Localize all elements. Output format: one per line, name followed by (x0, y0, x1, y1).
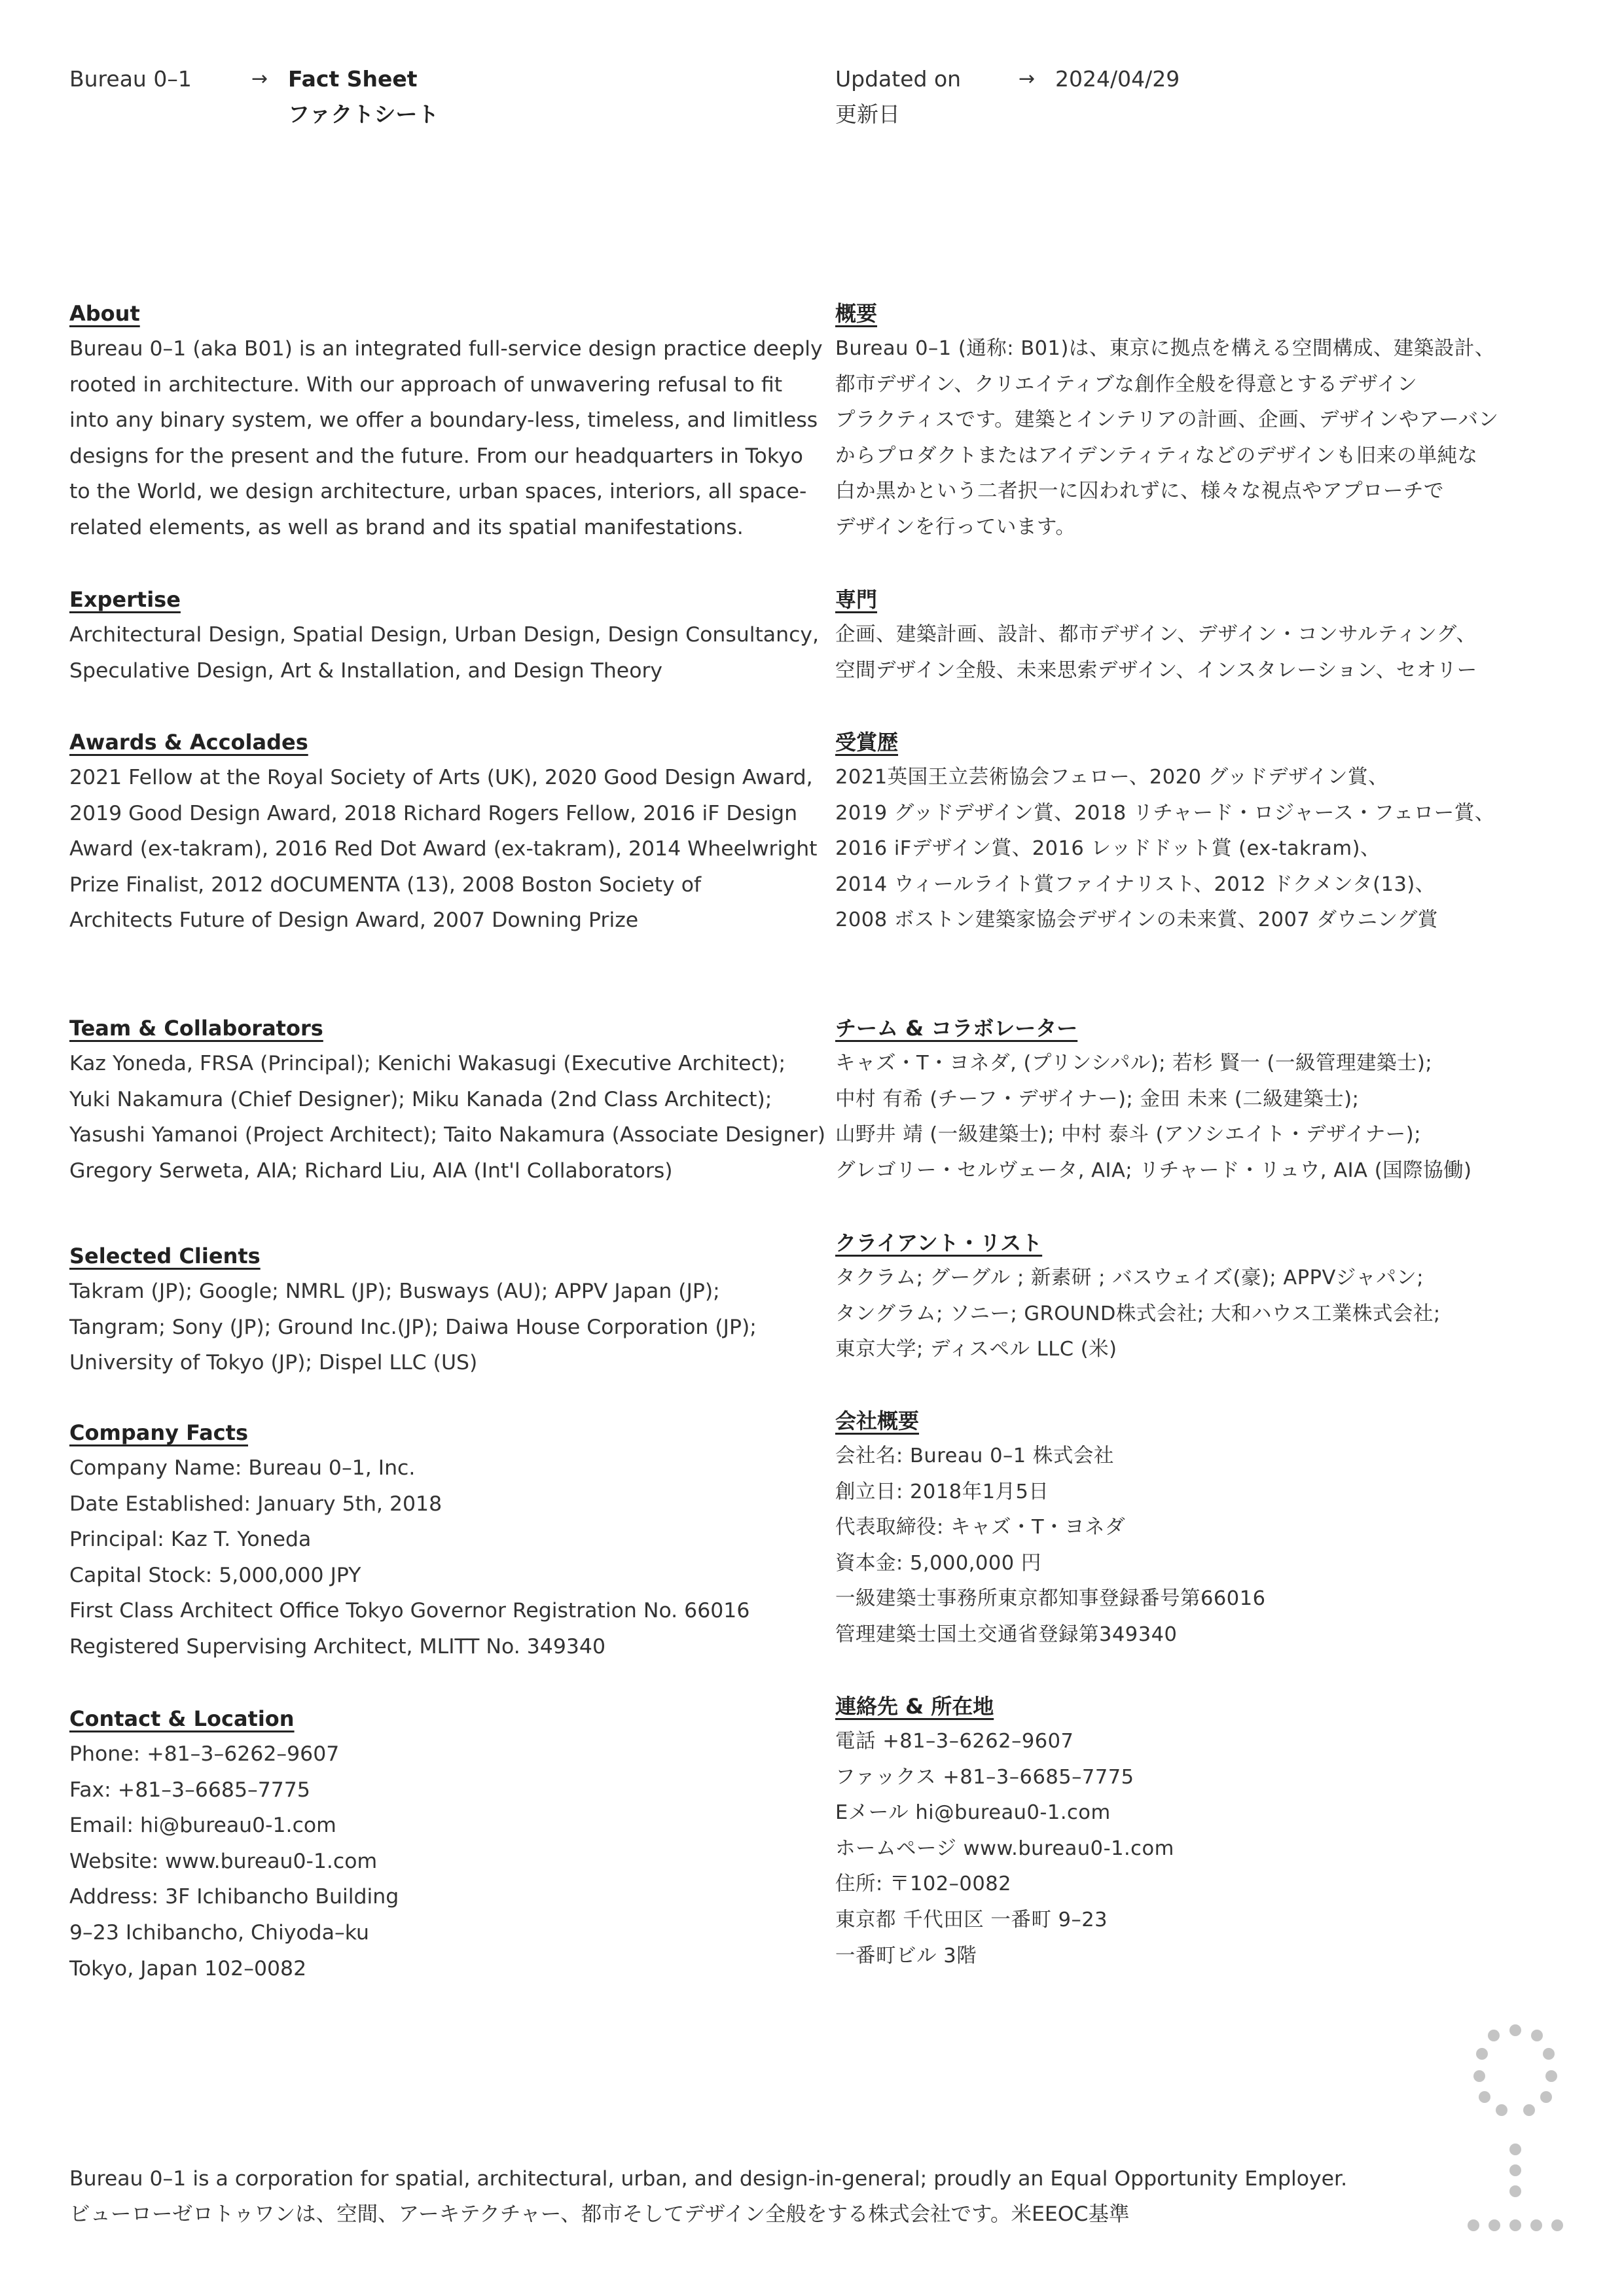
section-title: Team & Collaborators (69, 1016, 323, 1041)
section-line: Company Name: Bureau 0–1, Inc. (69, 1456, 416, 1480)
section-line: Speculative Design, Art & Installation, and Design Theory (69, 658, 663, 683)
section-line: Gregory Serweta, AIA; Richard Liu, AIA (Int'l Collaborators) (69, 1158, 673, 1183)
fax-text: ファックス +81–3–6685–7775 (835, 1765, 1134, 1789)
section-line: 東京大学; ディスペル LLC (米) (835, 1338, 1117, 1361)
section-line: 2019 グッドデザイン賞、2018 リチャード・ロジャース・フェロー賞、 (835, 801, 1495, 825)
section-title: 受賞歴 (835, 730, 899, 755)
website-text: ホームページ www.bureau0-1.com (835, 1837, 1174, 1860)
section-title: Awards & Accolades (69, 730, 308, 755)
section-line: Prize Finalist, 2012 dOCUMENTA (13), 2008 Boston Society of (69, 872, 702, 897)
section-line: Yasushi Yamanoi (Project Architect); Taito Nakamura (Associate Designer) (69, 1123, 826, 1147)
arrow-icon: → (1019, 67, 1036, 90)
section-line: Architects Future of Design Award, 2007 Downing Prize (69, 908, 639, 933)
phone-text: Phone: +81–3–6262–9607 (69, 1742, 340, 1766)
section-line: Award (ex-takram), 2016 Red Dot Award (ex-takram), 2014 Wheelwright (69, 837, 818, 861)
footer-statement-ja: ビューローゼロトゥワンは、空間、アーキテクチャー、都市そしてデザイン全般をする株式会社です。米EEOC基準 (69, 2202, 1130, 2226)
updated-date: 2024/04/29 (1055, 66, 1180, 92)
address-line: 住所: 〒102–0082 (835, 1873, 1012, 1896)
section-line: rooted in architecture. With our approach of unwavering refusal to fit (69, 372, 783, 397)
doc-title-en: Fact Sheet (288, 66, 418, 92)
section-title: クライアント・リスト (835, 1230, 1043, 1255)
section-line: 2014 ウィールライト賞ファイナリスト、2012 ドクメンタ(13)、 (835, 872, 1435, 896)
address-line: Tokyo, Japan 102–0082 (69, 1956, 307, 1981)
updated-label-en: Updated on (835, 66, 962, 92)
section-line: 中村 有希 (チーフ・デザイナー); 金田 未来 (二級建築士); (835, 1087, 1360, 1111)
email-text: Email: hi@bureau0-1.com (69, 1814, 336, 1838)
website-text: Website: www.bureau0-1.com (69, 1849, 378, 1873)
section-line: into any binary system, we offer a boundary-less, timeless, and limitless (69, 408, 818, 433)
section-title: 概要 (835, 301, 878, 326)
section-line: グレゴリー・セルヴェータ, AIA; リチャード・リュウ, AIA (国際協働) (835, 1158, 1472, 1182)
company-name: Bureau 0–1 (69, 66, 192, 92)
section-company-facts (69, 1415, 809, 1665)
section-line: 2021英国王立芸術協会フェロー、2020 グッドデザイン賞、 (835, 766, 1389, 789)
section-contact-ja (835, 1689, 1588, 1974)
section-title: Contact & Location (69, 1706, 295, 1731)
arrow-icon: → (251, 67, 268, 90)
section-line: Capital Stock: 5,000,000 JPY (69, 1563, 361, 1587)
section-line: キャズ・T・ヨネダ, (プリンシパル); 若杉 賢一 (一級管理建築士); (835, 1052, 1433, 1075)
section-title: About (69, 301, 140, 326)
phone-text: 電話 +81–3–6262–9607 (835, 1730, 1074, 1753)
section-expertise-ja (835, 582, 1588, 689)
address-line: 東京都 千代田区 一番町 9–23 (835, 1908, 1108, 1931)
section-line: Takram (JP); Google; NMRL (JP); Busways (AU); APPV Japan (JP); (69, 1280, 720, 1303)
section-line: 会社名: Bureau 0–1 株式会社 (835, 1444, 1114, 1467)
section-line: 2021 Fellow at the Royal Society of Arts (UK), 2020 Good Design Award, (69, 766, 813, 789)
section-expertise (69, 582, 820, 689)
section-title: Company Facts (69, 1420, 248, 1445)
section-about-ja (835, 296, 1588, 546)
section-line: 企画、建築計画、設計、都市デザイン、デザイン・コンサルティング、 (835, 623, 1477, 646)
section-line: Registered Supervising Architect, MLITT No. 349340 (69, 1634, 605, 1659)
section-line: 代表取締役: キャズ・T・ヨネダ (835, 1516, 1126, 1539)
section-title: チーム & コラボレーター (835, 1016, 1078, 1041)
section-line: 2016 iFデザイン賞、2016 レッドドット賞 (ex-takram)、 (835, 837, 1381, 861)
section-line: related elements, as well as brand and its spatial manifestations. (69, 515, 744, 539)
updated-label-ja: 更新日 (835, 101, 900, 127)
section-awards-ja (835, 725, 1588, 939)
section-line: to the World, we design architecture, urban spaces, interiors, all space- (69, 480, 807, 504)
section-line: タングラム; ソニー; GROUND株式会社; 大和ハウス工業株式会社; (835, 1302, 1441, 1325)
section-line: Bureau 0–1 (通称: B01)は、東京に拠点を構える空間構成、建築設計、 (835, 337, 1495, 360)
section-awards (69, 725, 818, 939)
section-line: デザインを行っています。 (835, 515, 1076, 539)
section-about (69, 296, 823, 546)
section-line: Yuki Nakamura (Chief Designer); Miku Kanada (2nd Class Architect); (69, 1087, 772, 1111)
section-team (69, 1011, 826, 1189)
section-line: プラクティスです。建築とインテリアの計画、企画、デザインやアーバン (835, 408, 1499, 432)
section-title: 連絡先 & 所在地 (835, 1694, 994, 1719)
section-line: Tangram; Sony (JP); Ground Inc.(JP); Daiwa House Corporation (JP); (69, 1315, 757, 1339)
doc-title-ja: ファクトシート (288, 101, 439, 127)
email-text: Eメール hi@bureau0-1.com (835, 1801, 1111, 1825)
section-line: Kaz Yoneda, FRSA (Principal); Kenichi Wakasugi (Executive Architect); (69, 1052, 786, 1075)
section-line: 空間デザイン全般、未来思索デザイン、インスタレーション、セオリー (835, 658, 1477, 682)
section-line: 2019 Good Design Award, 2018 Richard Rogers Fellow, 2016 iF Design (69, 801, 798, 825)
section-line: Date Established: January 5th, 2018 (69, 1492, 442, 1516)
section-title: 専門 (835, 587, 878, 612)
section-line: タクラム; グーグル ; 新素研 ; バスウェイズ(豪); APPVジャパン; (835, 1266, 1424, 1289)
section-line: 2008 ボストン建築家協会デザインの未来賞、2007 ダウニング賞 (835, 908, 1438, 932)
footer-statement-en: Bureau 0–1 is a corporation for spatial, architectural, urban, and design-in-general; proudly an Equal Opportunity Employer. (69, 2167, 1348, 2191)
section-line: からプロダクトまたはアイデンティティなどのデザインも旧来の単純な (835, 444, 1478, 467)
section-line: 資本金: 5,000,000 円 (835, 1551, 1041, 1575)
section-line: Principal: Kaz T. Yoneda (69, 1528, 312, 1552)
section-line: 一級建築士事務所東京都知事登録番号第66016 (835, 1587, 1266, 1611)
dot-matrix-0-1-logo-icon (1460, 2021, 1571, 2237)
section-line: 都市デザイン、クリエイティブな創作全般を得意とするデザイン (835, 372, 1418, 396)
section-company-facts-ja (835, 1403, 1588, 1653)
address-line: Address: 3F Ichibancho Building (69, 1885, 399, 1909)
section-line: First Class Architect Office Tokyo Governor Registration No. 66016 (69, 1599, 750, 1623)
section-line: 白か黒かという二者択一に囚われずに、様々な視点やアプローチで (835, 480, 1444, 503)
section-team-ja (835, 1011, 1588, 1189)
section-line: 管理建築士国土交通省登録第349340 (835, 1623, 1178, 1646)
section-line: University of Tokyo (JP); Dispel LLC (US) (69, 1351, 478, 1375)
section-title: 会社概要 (835, 1408, 920, 1433)
section-clients (69, 1238, 809, 1381)
section-title: Expertise (69, 587, 181, 612)
section-line: 山野井 靖 (一級建築士); 中村 泰斗 (アソシエイト・デザイナー); (835, 1123, 1421, 1147)
section-clients-ja (835, 1225, 1588, 1368)
address-line: 一番町ビル 3階 (835, 1944, 977, 1967)
fax-text: Fax: +81–3–6685–7775 (69, 1778, 310, 1802)
section-line: designs for the present and the future. From our headquarters in Tokyo (69, 444, 803, 468)
address-line: 9–23 Ichibancho, Chiyoda–ku (69, 1920, 369, 1945)
section-contact (69, 1701, 809, 1986)
section-title: Selected Clients (69, 1244, 261, 1268)
section-line: 創立日: 2018年1月5日 (835, 1480, 1049, 1503)
section-line: Bureau 0–1 (aka B01) is an integrated full-service design practice deeply (69, 337, 823, 361)
section-line: Architectural Design, Spatial Design, Urban Design, Design Consultancy, (69, 623, 820, 647)
